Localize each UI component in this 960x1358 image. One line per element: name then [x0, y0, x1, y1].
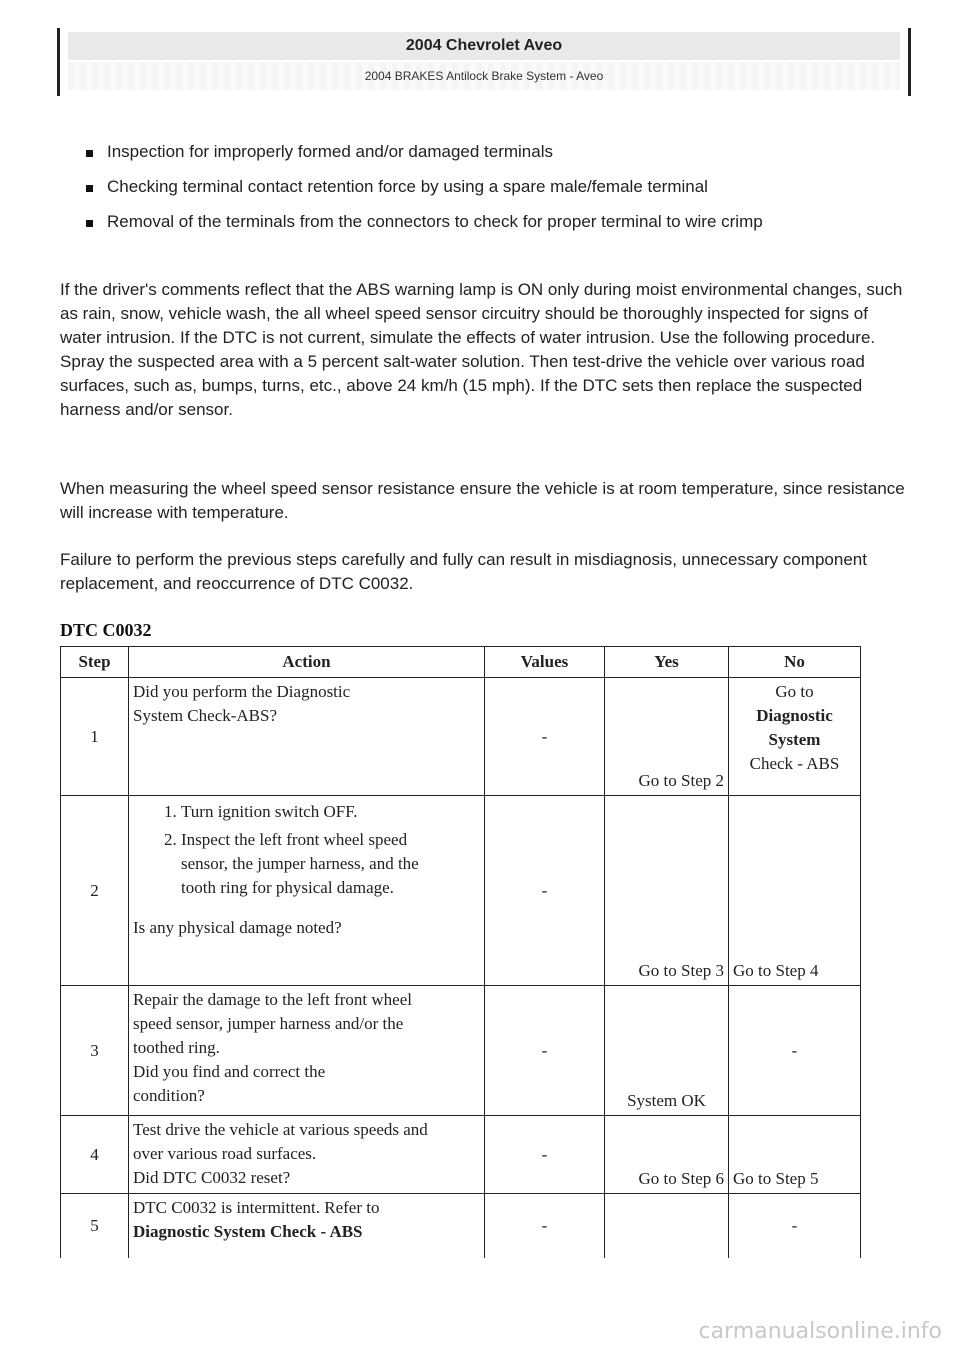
- no-cell: [729, 1116, 861, 1194]
- step-cell: 4: [61, 1116, 129, 1194]
- value-cell: -: [485, 1116, 605, 1194]
- dtc-heading: DTC C0032: [60, 620, 152, 640]
- no-cell: [729, 796, 861, 986]
- value-cell: -: [485, 1194, 605, 1258]
- goto-link[interactable]: Go to Step 5: [733, 1169, 819, 1188]
- action-cell: [129, 1116, 485, 1194]
- value-cell: -: [485, 796, 605, 986]
- table-row: [61, 796, 861, 986]
- list-item: 1. Turn ignition switch OFF.: [181, 800, 480, 824]
- no-text: Go to: [775, 682, 814, 701]
- action-substeps: [133, 800, 480, 900]
- diagnostic-table: [60, 646, 861, 1258]
- value-cell: -: [485, 678, 605, 796]
- action-cell: [129, 678, 485, 796]
- step-cell: 1: [61, 678, 129, 796]
- action-cell: [129, 796, 485, 986]
- goto-link[interactable]: Go to Step 6: [638, 1169, 724, 1188]
- no-cell: -: [729, 1194, 861, 1258]
- table-row: [61, 1194, 861, 1258]
- step-cell: 3: [61, 986, 129, 1116]
- list-item: 2. Inspect the left front wheel speed sensor, the jumper harness, and the tooth ring for physical damage.: [181, 828, 480, 900]
- step-cell: 5: [61, 1194, 129, 1258]
- table-row: [61, 1116, 861, 1194]
- goto-link[interactable]: Go to Step 2: [638, 771, 724, 790]
- paragraph-water-intrusion: If the driver's comments reflect that the ABS warning lamp is ON only during moist environmental changes, such as rain, snow, vehicle wash, the all wheel speed sensor circuitry should be thoroughly inspected for signs of water intrusion. If the DTC is not current, simulate the effects of water intrusion. Use the following procedure. Spray the suspected area with a 5 percent salt-water solution. Then test-drive the vehicle over various road surfaces, such as, bumps, turns, etc., above 24 km/h (15 mph). If the DTC sets then replace the suspected harness and/or sensor.: [60, 280, 903, 419]
- step-cell: 2: [61, 796, 129, 986]
- header-values: Values: [485, 647, 605, 678]
- action-question: Is any physical damage noted?: [133, 918, 342, 937]
- diagnostic-system-check-link[interactable]: Diagnostic System Check - ABS: [133, 1222, 363, 1241]
- inspection-bullet-list: [86, 140, 876, 245]
- yes-cell: [605, 796, 729, 986]
- no-cell: [729, 678, 861, 796]
- no-text-suffix: Check - ABS: [749, 754, 840, 773]
- list-item: Removal of the terminals from the connectors to check for proper terminal to wire crimp: [86, 210, 876, 234]
- no-cell: -: [729, 986, 861, 1116]
- page-header: [57, 28, 911, 96]
- list-item: Inspection for improperly formed and/or damaged terminals: [86, 140, 876, 164]
- paragraph-misdiagnosis: Failure to perform the previous steps carefully and fully can result in misdiagnosis, unnecessary component replacement, and reoccurrence of DTC C0032.: [60, 550, 867, 593]
- goto-link[interactable]: Go to Step 4: [733, 961, 819, 980]
- header-action: Action: [129, 647, 485, 678]
- list-item: Checking terminal contact retention force by using a spare male/female terminal: [86, 175, 876, 199]
- action-text: Repair the damage to the left front wheel speed sensor, jumper harness and/or the toothed ring.: [133, 990, 412, 1057]
- paragraph-resistance: When measuring the wheel speed sensor resistance ensure the vehicle is at room temperature, since resistance will increase with temperature.: [60, 479, 905, 522]
- goto-link[interactable]: Go to Step 3: [638, 961, 724, 980]
- action-text: DTC C0032 is intermittent. Refer to: [133, 1198, 380, 1217]
- header-title: 2004 Chevrolet Aveo: [68, 32, 900, 60]
- action-cell: [129, 1194, 485, 1258]
- table-row: [61, 986, 861, 1116]
- table-row: [61, 678, 861, 796]
- header-step: Step: [61, 647, 129, 678]
- action-cell: [129, 986, 485, 1116]
- action-text: Did you perform the Diagnostic System Check-ABS?: [133, 682, 351, 725]
- action-text: Test drive the vehicle at various speeds and over various road surfaces.: [133, 1120, 428, 1163]
- action-question: Did you find and correct the condition?: [133, 1062, 326, 1105]
- header-yes: Yes: [605, 647, 729, 678]
- yes-cell: System OK: [605, 986, 729, 1116]
- header-subtitle: 2004 BRAKES Antilock Brake System - Aveo: [68, 62, 900, 90]
- value-cell: -: [485, 986, 605, 1116]
- watermark: carmanualsonline.info: [698, 1319, 942, 1344]
- diagnostic-system-link[interactable]: Diagnostic System: [756, 706, 833, 749]
- yes-cell: [605, 1194, 729, 1258]
- header-no: No: [729, 647, 861, 678]
- action-question: Did DTC C0032 reset?: [133, 1168, 291, 1187]
- yes-cell: [605, 678, 729, 796]
- yes-cell: [605, 1116, 729, 1194]
